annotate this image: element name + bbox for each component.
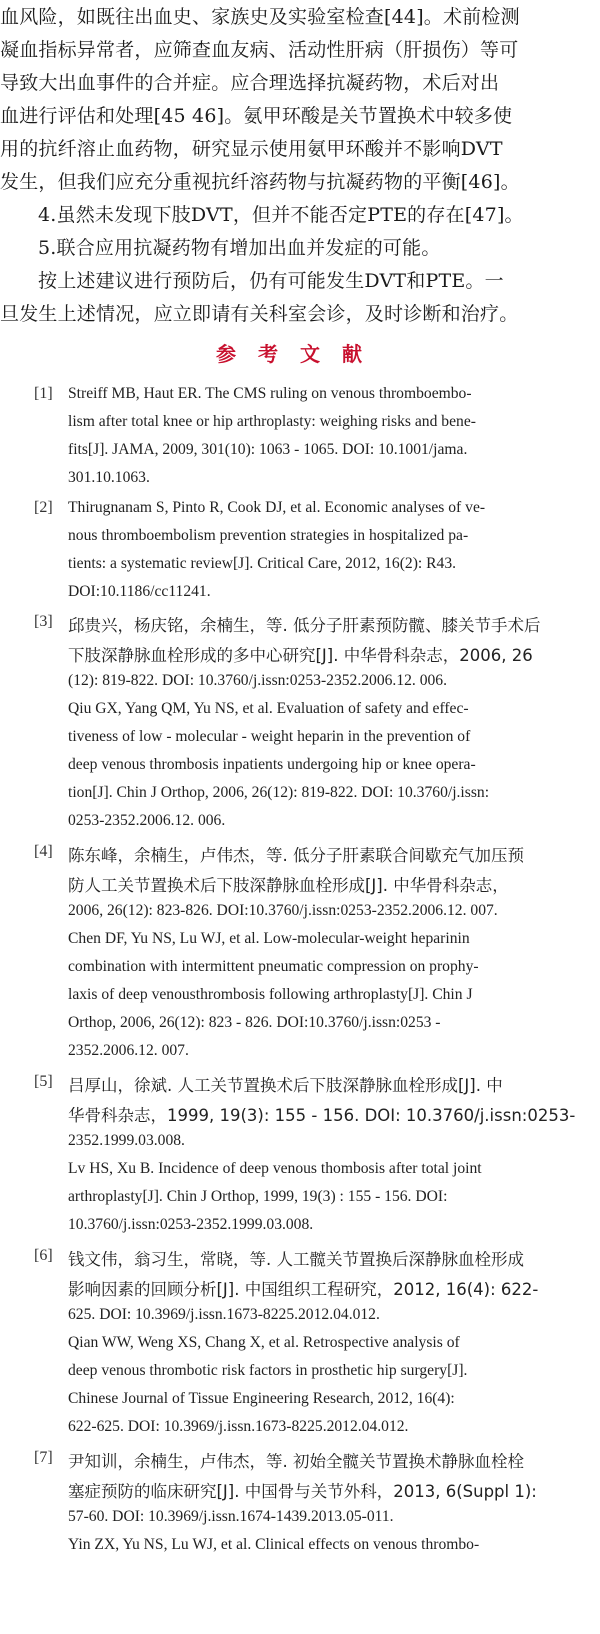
reference-line: 塞症预防的临床研究[J]. 中国骨与关节外科，2013, 6(Suppl 1): bbox=[68, 1482, 537, 1501]
reference-line: 301.10.1063. bbox=[68, 469, 150, 486]
reference-line: nous thromboembolism prevention strategies in hospitalized pa- bbox=[68, 527, 469, 544]
body-line: 凝血指标异常者，应筛查血友病、活动性肝病（肝损伤）等可 bbox=[0, 39, 519, 61]
reference-line: 10.3760/j.issn:0253-2352.1999.03.008. bbox=[68, 1216, 314, 1233]
body-line: 导致大出血事件的合并症。应合理选择抗凝药物，术后对出 bbox=[0, 72, 500, 94]
reference-line: Qian WW, Weng XS, Chang X, et al. Retrospective analysis of bbox=[68, 1334, 460, 1351]
reference-line: tients: a systematic review[J]. Critical Care, 2012, 16(2): R43. bbox=[68, 555, 457, 572]
reference-line: 2006, 26(12): 823-826. DOI:10.3760/j.issn:0253-2352.2006.12. 007. bbox=[68, 902, 498, 919]
reference-line: lism after total knee or hip arthroplasty: weighing risks and bene- bbox=[68, 413, 476, 430]
reference-line: 陈东峰，余楠生，卢伟杰，等. 低分子肝素联合间歇充气加压预 bbox=[68, 846, 524, 865]
reference-number: [7] bbox=[34, 1449, 53, 1466]
reference-line: 吕厚山，徐斌. 人工关节置换术后下肢深静脉血栓形成[J]. 中 bbox=[68, 1076, 503, 1095]
references-heading: 参考文献 bbox=[216, 342, 384, 366]
reference-line: deep venous thrombotic risk factors in prosthetic hip surgery[J]. bbox=[68, 1362, 468, 1379]
reference-line: 2352.1999.03.008. bbox=[68, 1132, 185, 1149]
reference-line: 2352.2006.12. 007. bbox=[68, 1042, 189, 1059]
reference-line: Streiff MB, Haut ER. The CMS ruling on venous thromboembo- bbox=[68, 385, 472, 402]
reference-line: Chinese Journal of Tissue Engineering Research, 2012, 16(4): bbox=[68, 1390, 455, 1407]
reference-line: 防人工关节置换术后下肢深静脉血栓形成[J]. 中华骨科杂志， bbox=[68, 876, 509, 895]
body-line: 5.联合应用抗凝药物有增加出血并发症的可能。 bbox=[38, 237, 441, 259]
reference-number: [3] bbox=[34, 613, 53, 630]
body-line: 按上述建议进行预防后，仍有可能发生DVT和PTE。一 bbox=[38, 270, 504, 292]
reference-line: 622-625. DOI: 10.3969/j.issn.1673-8225.2012.04.012. bbox=[68, 1418, 409, 1435]
reference-line: Thirugnanam S, Pinto R, Cook DJ, et al. Economic analyses of ve- bbox=[68, 499, 486, 516]
reference-line: deep venous thrombosis inpatients undergoing hip or knee opera- bbox=[68, 756, 476, 773]
reference-line: Orthop, 2006, 26(12): 823 - 826. DOI:10.3760/j.issn:0253 - bbox=[68, 1014, 441, 1031]
reference-line: tiveness of low - molecular - weight heparin in the prevention of bbox=[68, 728, 471, 745]
reference-line: Lv HS, Xu B. Incidence of deep venous thombosis after total joint bbox=[68, 1160, 482, 1177]
reference-line: arthroplasty[J]. Chin J Orthop, 1999, 19(3) : 155 - 156. DOI: bbox=[68, 1188, 448, 1205]
reference-line: combination with intermittent pneumatic compression on prophy- bbox=[68, 958, 479, 975]
reference-number: [1] bbox=[34, 385, 53, 402]
reference-line: 下肢深静脉血栓形成的多中心研究[J]. 中华骨科杂志，2006, 26 bbox=[68, 646, 533, 665]
body-line: 用的抗纤溶止血药物，研究显示使用氨甲环酸并不影响DVT bbox=[0, 138, 503, 160]
reference-line: laxis of deep venousthrombosis following arthroplasty[J]. Chin J bbox=[68, 986, 473, 1003]
reference-line: fits[J]. JAMA, 2009, 301(10): 1063 - 1065. DOI: 10.1001/jama. bbox=[68, 441, 468, 458]
reference-line: 0253-2352.2006.12. 006. bbox=[68, 812, 226, 829]
reference-line: 625. DOI: 10.3969/j.issn.1673-8225.2012.04.012. bbox=[68, 1306, 380, 1323]
reference-line: tion[J]. Chin J Orthop, 2006, 26(12): 819-822. DOI: 10.3760/j.issn: bbox=[68, 784, 490, 801]
body-line: 发生，但我们应充分重视抗纤溶药物与抗凝药物的平衡[46]。 bbox=[0, 171, 520, 193]
reference-number: [4] bbox=[34, 843, 53, 860]
reference-line: DOI:10.1186/cc11241. bbox=[68, 583, 211, 600]
body-line: 旦发生上述情况，应立即请有关科室会诊，及时诊断和治疗。 bbox=[0, 303, 519, 325]
reference-line: 57-60. DOI: 10.3969/j.issn.1674-1439.2013.05-011. bbox=[68, 1508, 394, 1525]
reference-line: Qiu GX, Yang QM, Yu NS, et al. Evaluation of safety and effec- bbox=[68, 700, 469, 717]
reference-line: 影响因素的回顾分析[J]. 中国组织工程研究，2012, 16(4): 622- bbox=[68, 1280, 539, 1299]
body-line: 血进行评估和处理[45 46]。氨甲环酸是关节置换术中较多使 bbox=[0, 105, 513, 127]
reference-line: Chen DF, Yu NS, Lu WJ, et al. Low-molecular-weight heparinin bbox=[68, 930, 470, 947]
reference-line: Yin ZX, Yu NS, Lu WJ, et al. Clinical effects on venous thrombo- bbox=[68, 1536, 480, 1553]
reference-line: 邱贵兴，杨庆铭，余楠生，等. 低分子肝素预防髋、膝关节手术后 bbox=[68, 616, 541, 635]
reference-line: 钱文伟，翁习生，常晓，等. 人工髋关节置换后深静脉血栓形成 bbox=[68, 1250, 524, 1269]
reference-line: (12): 819-822. DOI: 10.3760/j.issn:0253-2352.2006.12. 006. bbox=[68, 672, 448, 689]
reference-number: [2] bbox=[34, 499, 53, 516]
reference-line: 尹知训，余楠生，卢伟杰，等. 初始全髋关节置换术静脉血栓栓 bbox=[68, 1452, 524, 1471]
reference-number: [6] bbox=[34, 1247, 53, 1264]
body-line: 血风险，如既往出血史、家族史及实验室检查[44]。术前检测 bbox=[0, 6, 520, 28]
reference-line: 华骨科杂志，1999, 19(3): 155 - 156. DOI: 10.3760/j.issn:0253- bbox=[68, 1106, 576, 1125]
body-line: 4.虽然未发现下肢DVT，但并不能否定PTE的存在[47]。 bbox=[38, 204, 524, 226]
reference-number: [5] bbox=[34, 1073, 53, 1090]
